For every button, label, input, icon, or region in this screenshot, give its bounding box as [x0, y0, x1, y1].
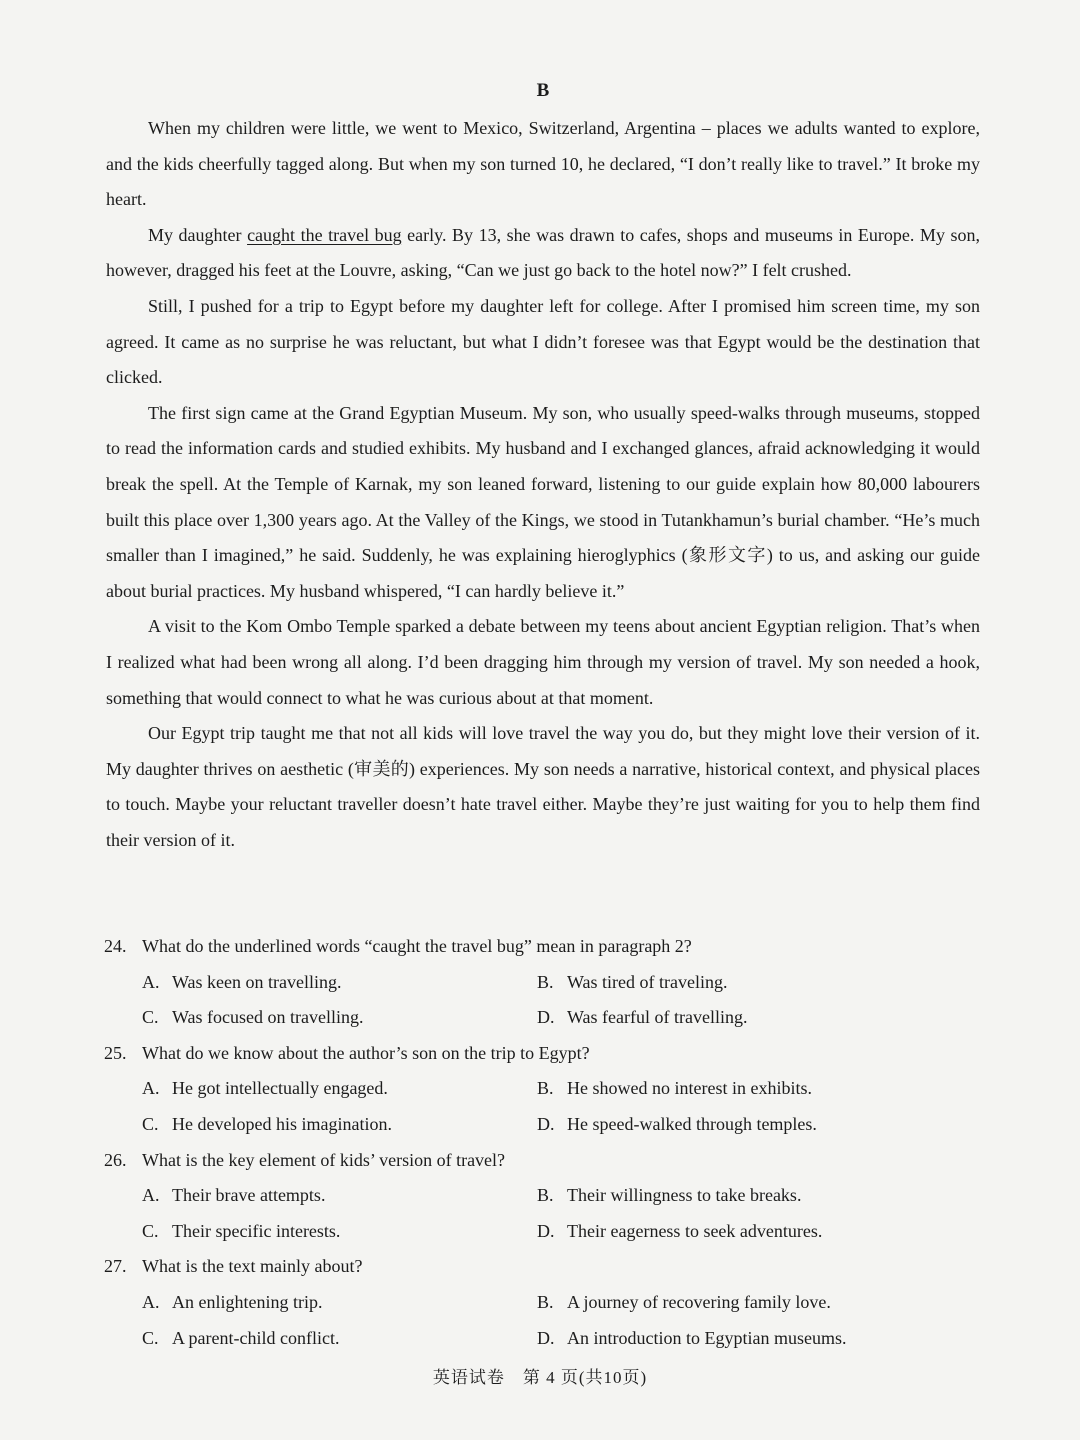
reading-passage	[106, 111, 980, 858]
option-text: A journey of recovering family love.	[567, 1291, 831, 1312]
paragraph-1: When my children were little, we went to Mexico, Switzerland, Argentina – places we adults wanted to explore, and the kids cheerfully tagged along. But when my son turned 10, he declared, “I don’t really like to travel.” It broke my heart.	[106, 118, 980, 210]
paragraph-2	[106, 218, 980, 289]
option-text: He speed-walked through temples.	[567, 1113, 817, 1134]
question-25	[104, 1036, 984, 1143]
option-a	[104, 1285, 537, 1321]
question-24	[104, 929, 984, 1036]
option-text: Their specific interests.	[172, 1220, 341, 1241]
option-letter: D.	[537, 1327, 555, 1348]
section-title: B	[536, 80, 550, 101]
option-d	[537, 1107, 984, 1143]
page-footer: 英语试卷 第 4 页(共10页)	[432, 1368, 648, 1387]
option-text: Was tired of traveling.	[567, 971, 728, 992]
option-letter: A.	[142, 971, 160, 992]
option-text: Their eagerness to seek adventures.	[567, 1220, 823, 1241]
paragraph-6: Our Egypt trip taught me that not all kids will love travel the way you do, but they might love their version of it. My daughter thrives on aesthetic (审美的) experiences. My son needs a narrative, historical context, and physical places to touch. Maybe your reluctant traveller doesn’t hate travel either. Maybe they’re just waiting for you to help them find their version of it.	[106, 723, 980, 850]
question-text: What is the key element of kids’ version of travel?	[142, 1149, 506, 1170]
question-text: What do we know about the author’s son on the trip to Egypt?	[142, 1042, 590, 1063]
paragraph-5: A visit to the Kom Ombo Temple sparked a debate between my teens about ancient Egyptian religion. That’s when I realized what had been wrong all along. I’d been dragging him through my version of travel. My son needed a hook, something that would connect to what he was curious about at that moment.	[106, 616, 980, 708]
option-text: Was keen on travelling.	[172, 971, 342, 992]
option-text: He developed his imagination.	[172, 1113, 392, 1134]
option-a	[104, 965, 537, 1001]
option-text: An introduction to Egyptian museums.	[567, 1327, 847, 1348]
option-c	[104, 1321, 537, 1357]
option-text: A parent-child conflict.	[172, 1327, 340, 1348]
option-letter: C.	[142, 1220, 159, 1241]
option-text: He got intellectually engaged.	[172, 1078, 388, 1099]
option-b	[537, 1285, 984, 1321]
question-stem	[104, 929, 984, 965]
paragraph-4: The first sign came at the Grand Egyptian Museum. My son, who usually speed-walks through museums, stopped to read the information cards and studied exhibits. My husband and I exchanged glances, afraid acknowledging it would break the spell. At the Temple of Karnak, my son leaned forward, listening to our guide explain how 80,000 labourers built this place over 1,300 years ago. At the Valley of the Kings, we stood in Tutankhamun’s burial chamber. “He’s much smaller than I imagined,” he said. Suddenly, he was explaining hieroglyphics (象形文字) to us, and asking our guide about burial practices. My husband whispered, “I can hardly believe it.”	[106, 402, 980, 601]
option-text: Was fearful of travelling.	[567, 1007, 748, 1028]
option-text: He showed no interest in exhibits.	[567, 1078, 812, 1099]
option-letter: A.	[142, 1078, 160, 1099]
option-c	[104, 1000, 537, 1036]
option-row	[104, 1178, 984, 1214]
question-27	[104, 1249, 984, 1356]
option-row	[104, 965, 984, 1001]
question-stem	[104, 1036, 984, 1072]
option-letter: C.	[142, 1327, 159, 1348]
option-letter: B.	[537, 971, 554, 992]
option-letter: B.	[537, 1185, 554, 1206]
option-letter: D.	[537, 1007, 555, 1028]
option-letter: A.	[142, 1185, 160, 1206]
question-number: 27.	[104, 1256, 127, 1277]
question-26	[104, 1143, 984, 1250]
option-row	[104, 1214, 984, 1250]
option-text: Was focused on travelling.	[172, 1007, 364, 1028]
option-row	[104, 1071, 984, 1107]
paragraph-3: Still, I pushed for a trip to Egypt before my daughter left for college. After I promised him screen time, my son agreed. It came as no surprise he was reluctant, but what I didn’t foresee was that Egypt would be the destination that clicked.	[106, 295, 980, 388]
option-text: Their brave attempts.	[172, 1185, 326, 1206]
option-c	[104, 1214, 537, 1250]
option-letter: B.	[537, 1078, 554, 1099]
question-list	[104, 929, 984, 1356]
option-letter: B.	[537, 1291, 554, 1312]
paragraph-2-rest: early. By 13, she was drawn to cafes, shops and museums in Europe. My son, however, dragged his feet at the Louvre, asking, “Can we just go back to the hotel now?” I felt crushed.	[106, 224, 980, 281]
option-text: An enlightening trip.	[172, 1291, 323, 1312]
question-number: 25.	[104, 1042, 127, 1063]
underlined-phrase: caught the travel bug	[247, 224, 402, 245]
option-b	[537, 1071, 984, 1107]
question-text: What is the text mainly about?	[142, 1256, 363, 1277]
option-letter: C.	[142, 1007, 159, 1028]
option-row	[104, 1107, 984, 1143]
paragraph-2-start: My daughter	[148, 224, 248, 245]
question-text: What do the underlined words “caught the travel bug” mean in paragraph 2?	[142, 936, 692, 956]
option-d	[537, 1321, 984, 1357]
option-letter: D.	[537, 1113, 555, 1134]
question-number: 24.	[104, 936, 127, 956]
option-c	[104, 1107, 537, 1143]
option-a	[104, 1071, 537, 1107]
option-letter: D.	[537, 1220, 555, 1241]
option-b	[537, 965, 984, 1001]
option-a	[104, 1178, 537, 1214]
question-stem	[104, 1143, 984, 1179]
question-number: 26.	[104, 1149, 127, 1170]
option-letter: C.	[142, 1113, 159, 1134]
question-stem	[104, 1249, 984, 1285]
option-text: Their willingness to take breaks.	[567, 1185, 802, 1206]
option-letter: A.	[142, 1291, 160, 1312]
option-row	[104, 1285, 984, 1321]
option-row	[104, 1321, 984, 1357]
option-d	[537, 1000, 984, 1036]
option-row	[104, 1000, 984, 1036]
option-b	[537, 1178, 984, 1214]
option-d	[537, 1214, 984, 1250]
